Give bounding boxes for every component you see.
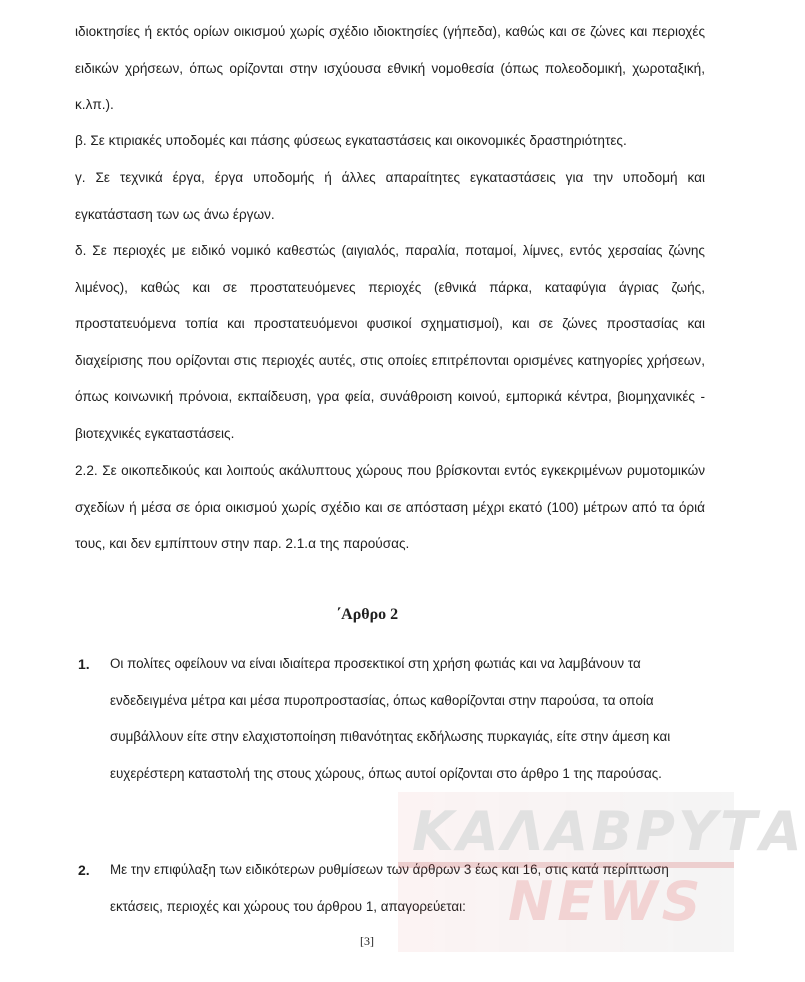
list-item-text: Με την επιφύλαξη των ειδικότερων ρυθμίσεων των άρθρων 3 έως και 16, στις κατά περίπτωση εκτάσεις, περιοχές και χώρους του άρθρου 1, απαγορεύεται: [110, 862, 669, 914]
list-item-number: 1. [78, 656, 90, 672]
list-item-number: 2. [78, 862, 90, 878]
list-item-text: Οι πολίτες οφείλουν να είναι ιδιαίτερα προσεκτικοί στη χρήση φωτιάς και να λαμβάνουν τα ενδεδειγμένα μέτρα και μέσα πυροπροστασίας, όπως καθορίζονται στην παρούσα, τα οποία συμβάλλουν είτε στην ελαχιστοποίηση πιθανότητας εκδήλωσης πυρκαγιάς, είτε στην άμεση και ευχερέστερη καταστολή της στους χώρους, όπως αυτοί ορίζονται στο άρθρο 1 της παρούσας. [110, 656, 671, 781]
paragraph-d: δ. Σε περιοχές με ειδικό νομικό καθεστώς (αιγιαλός, παραλία, ποταμοί, λίμνες, εντός χερσαίας ζώνης λιμένος), καθώς και σε προστατευόμενες περιοχές (εθνικά πάρκα, καταφύγια άγριας ζωής, προστατευόμενα τοπία και προστατευόμενοι φυσικοί σχηματισμοί), και σε ζώνες προστασίας και διαχείρισης που ορίζονται στις περιοχές αυτές, στις οποίες επιτρέπονται ορισμένες κατηγορίες χρήσεων, όπως κοινωνική πρόνοια, εκπαίδευση, γρα φεία, συνάθροιση κοινού, εμπορικά κέντρα, βιομηχανικές - βιοτεχνικές εγκαταστάσεις. [75, 243, 705, 441]
paragraph-c: γ. Σε τεχνικά έργα, έργα υποδομής ή άλλες απαραίτητες εγκαταστάσεις για την υποδομή και εγκατάσταση των ως άνω έργων. [75, 170, 705, 222]
article-heading: ΄Αρθρο 2 [335, 606, 399, 623]
paragraph-b: β. Σε κτιριακές υποδομές και πάσης φύσεως εγκαταστάσεις και οικονομικές δραστηριότητες. [75, 133, 627, 148]
paragraph-2-2: 2.2. Σε οικοπεδικούς και λοιπούς ακάλυπτους χώρους που βρίσκονται εντός εγκεκριμένων ρυμοτομικών σχεδίων ή μέσα σε όρια οικισμού χωρίς σχέδιο και σε απόσταση μέχρι εκατό (100) μέτρων από τα όριά τους, και δεν εμπίπτουν στην παρ. 2.1.α της παρούσας. [75, 463, 705, 551]
page-number: [3] [360, 934, 374, 948]
paragraph-continuation: ιδιοκτησίες ή εκτός ορίων οικισμού χωρίς σχέδιο ιδιοκτησίες (γήπεδα), καθώς και σε ζώνες και περιοχές ειδικών χρήσεων, όπως ορίζονται στην ισχύουσα εθνική νομοθεσία (όπως πολεοδομική, χωροταξική, κ.λπ.). [75, 24, 705, 112]
watermark-line-2: NEWS [508, 870, 705, 933]
watermark-line-1: ΚΑΛΑΒΡΥΤΑ [412, 800, 805, 863]
